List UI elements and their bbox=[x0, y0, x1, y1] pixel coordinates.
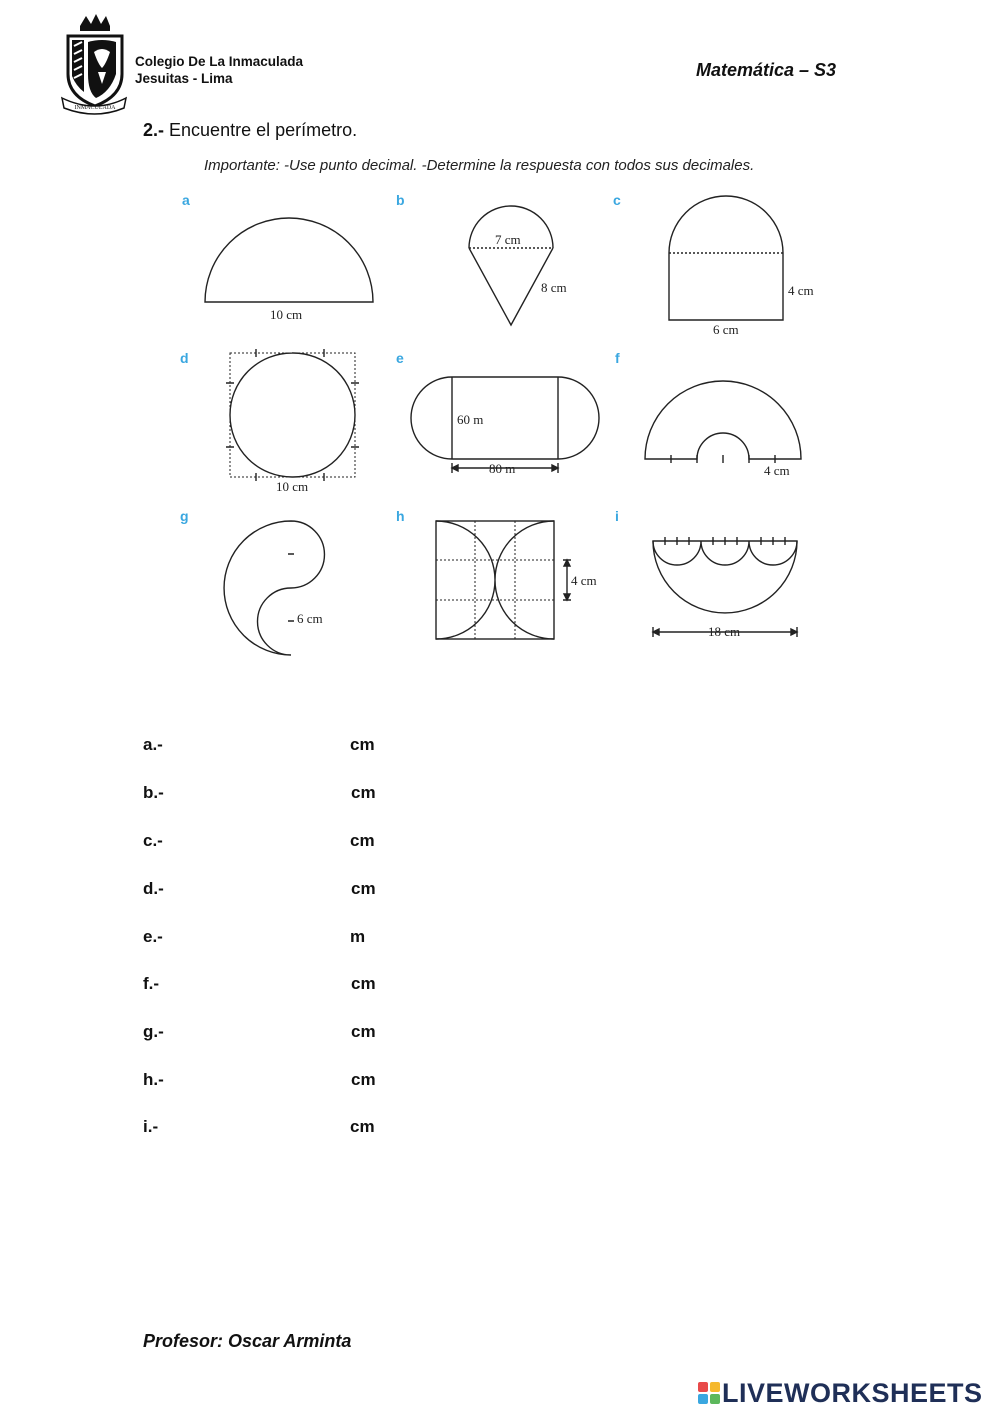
answer-input-a[interactable] bbox=[187, 732, 337, 756]
instructions-note: Importante: -Use punto decimal. -Determine la respuesta con todos sus decimales. bbox=[204, 157, 755, 174]
figure-a-label: 10 cm bbox=[270, 307, 303, 322]
liveworksheets-grid-icon bbox=[698, 1382, 720, 1404]
figure-d-astroid bbox=[226, 349, 359, 481]
answer-input-h[interactable] bbox=[187, 1067, 337, 1091]
answer-label: c.- bbox=[143, 831, 163, 850]
figure-c-arch bbox=[669, 196, 783, 320]
school-name-line2: Jesuitas - Lima bbox=[135, 71, 233, 86]
question-number: 2.- bbox=[143, 120, 165, 140]
figure-e-stadium bbox=[411, 377, 599, 473]
answer-label: g.- bbox=[143, 1022, 164, 1041]
answer-input-d[interactable] bbox=[187, 876, 337, 900]
figure-i-label: 18 cm bbox=[708, 624, 741, 639]
answer-unit: cm bbox=[351, 783, 376, 802]
figures-grid bbox=[170, 185, 830, 665]
answer-input-f[interactable] bbox=[187, 971, 337, 995]
figure-a-letter: a bbox=[182, 192, 190, 208]
question-heading bbox=[143, 120, 357, 141]
figure-i-letter: i bbox=[615, 508, 619, 524]
figure-b-letter: b bbox=[396, 192, 405, 208]
brand-text: LIVEWORKSHEETS bbox=[722, 1378, 983, 1408]
figure-f-rainbow bbox=[645, 381, 801, 463]
figure-g-label: 6 cm bbox=[297, 611, 323, 626]
answer-unit: cm bbox=[351, 879, 376, 898]
answer-label: d.- bbox=[143, 879, 164, 898]
school-name bbox=[135, 53, 303, 87]
teacher-name: Profesor: Oscar Arminta bbox=[143, 1331, 352, 1351]
school-crest-logo bbox=[58, 12, 130, 116]
figure-e-label-height: 60 m bbox=[457, 412, 484, 427]
answer-unit: cm bbox=[350, 1117, 375, 1136]
answer-label: i.- bbox=[143, 1117, 159, 1136]
figure-a-semicircle bbox=[205, 218, 373, 302]
question-text: Encuentre el perímetro. bbox=[169, 120, 358, 140]
answer-unit: cm bbox=[351, 974, 376, 993]
figure-h-letter: h bbox=[396, 508, 405, 524]
crest-ribbon-text: INMACULADA bbox=[74, 105, 116, 111]
answer-input-b[interactable] bbox=[187, 780, 337, 804]
answer-input-c[interactable] bbox=[187, 828, 337, 852]
answer-label: f.- bbox=[143, 974, 160, 993]
school-name-line1: Colegio De La Inmaculada bbox=[135, 54, 304, 69]
answer-label: h.- bbox=[143, 1070, 164, 1089]
figure-d-label: 10 cm bbox=[276, 479, 309, 494]
figure-f-label: 4 cm bbox=[764, 463, 790, 478]
figure-b-label-side: 8 cm bbox=[541, 280, 567, 295]
figure-b-cone bbox=[469, 206, 553, 325]
answer-unit: m bbox=[350, 927, 366, 946]
figure-c-label-width: 6 cm bbox=[713, 322, 739, 337]
figure-f-letter: f bbox=[615, 350, 620, 366]
figure-e-letter: e bbox=[396, 350, 404, 366]
figure-h-cutouts bbox=[436, 521, 571, 639]
answer-unit: cm bbox=[351, 1022, 376, 1041]
figure-i-scallop bbox=[653, 537, 797, 637]
figure-d-letter: d bbox=[180, 350, 189, 366]
figure-b-label-diameter: 7 cm bbox=[495, 232, 521, 247]
liveworksheets-logo[interactable] bbox=[698, 1378, 983, 1409]
answer-label: b.- bbox=[143, 783, 164, 802]
figure-c-label-height: 4 cm bbox=[788, 283, 814, 298]
answer-unit: cm bbox=[350, 831, 375, 850]
answer-input-e[interactable] bbox=[187, 924, 337, 948]
figure-c-letter: c bbox=[613, 192, 621, 208]
answer-unit: cm bbox=[350, 735, 375, 754]
figure-g-letter: g bbox=[180, 508, 189, 524]
figure-h-label: 4 cm bbox=[571, 573, 597, 588]
answer-label: a.- bbox=[143, 735, 163, 754]
answer-label: e.- bbox=[143, 927, 163, 946]
answer-input-g[interactable] bbox=[187, 1019, 337, 1043]
figure-g-yin bbox=[224, 521, 324, 655]
answer-unit: cm bbox=[351, 1070, 376, 1089]
figure-e-label-length: 80 m bbox=[489, 461, 516, 476]
answer-input-i[interactable] bbox=[187, 1114, 337, 1138]
subject-title: Matemática – S3 bbox=[696, 60, 837, 80]
